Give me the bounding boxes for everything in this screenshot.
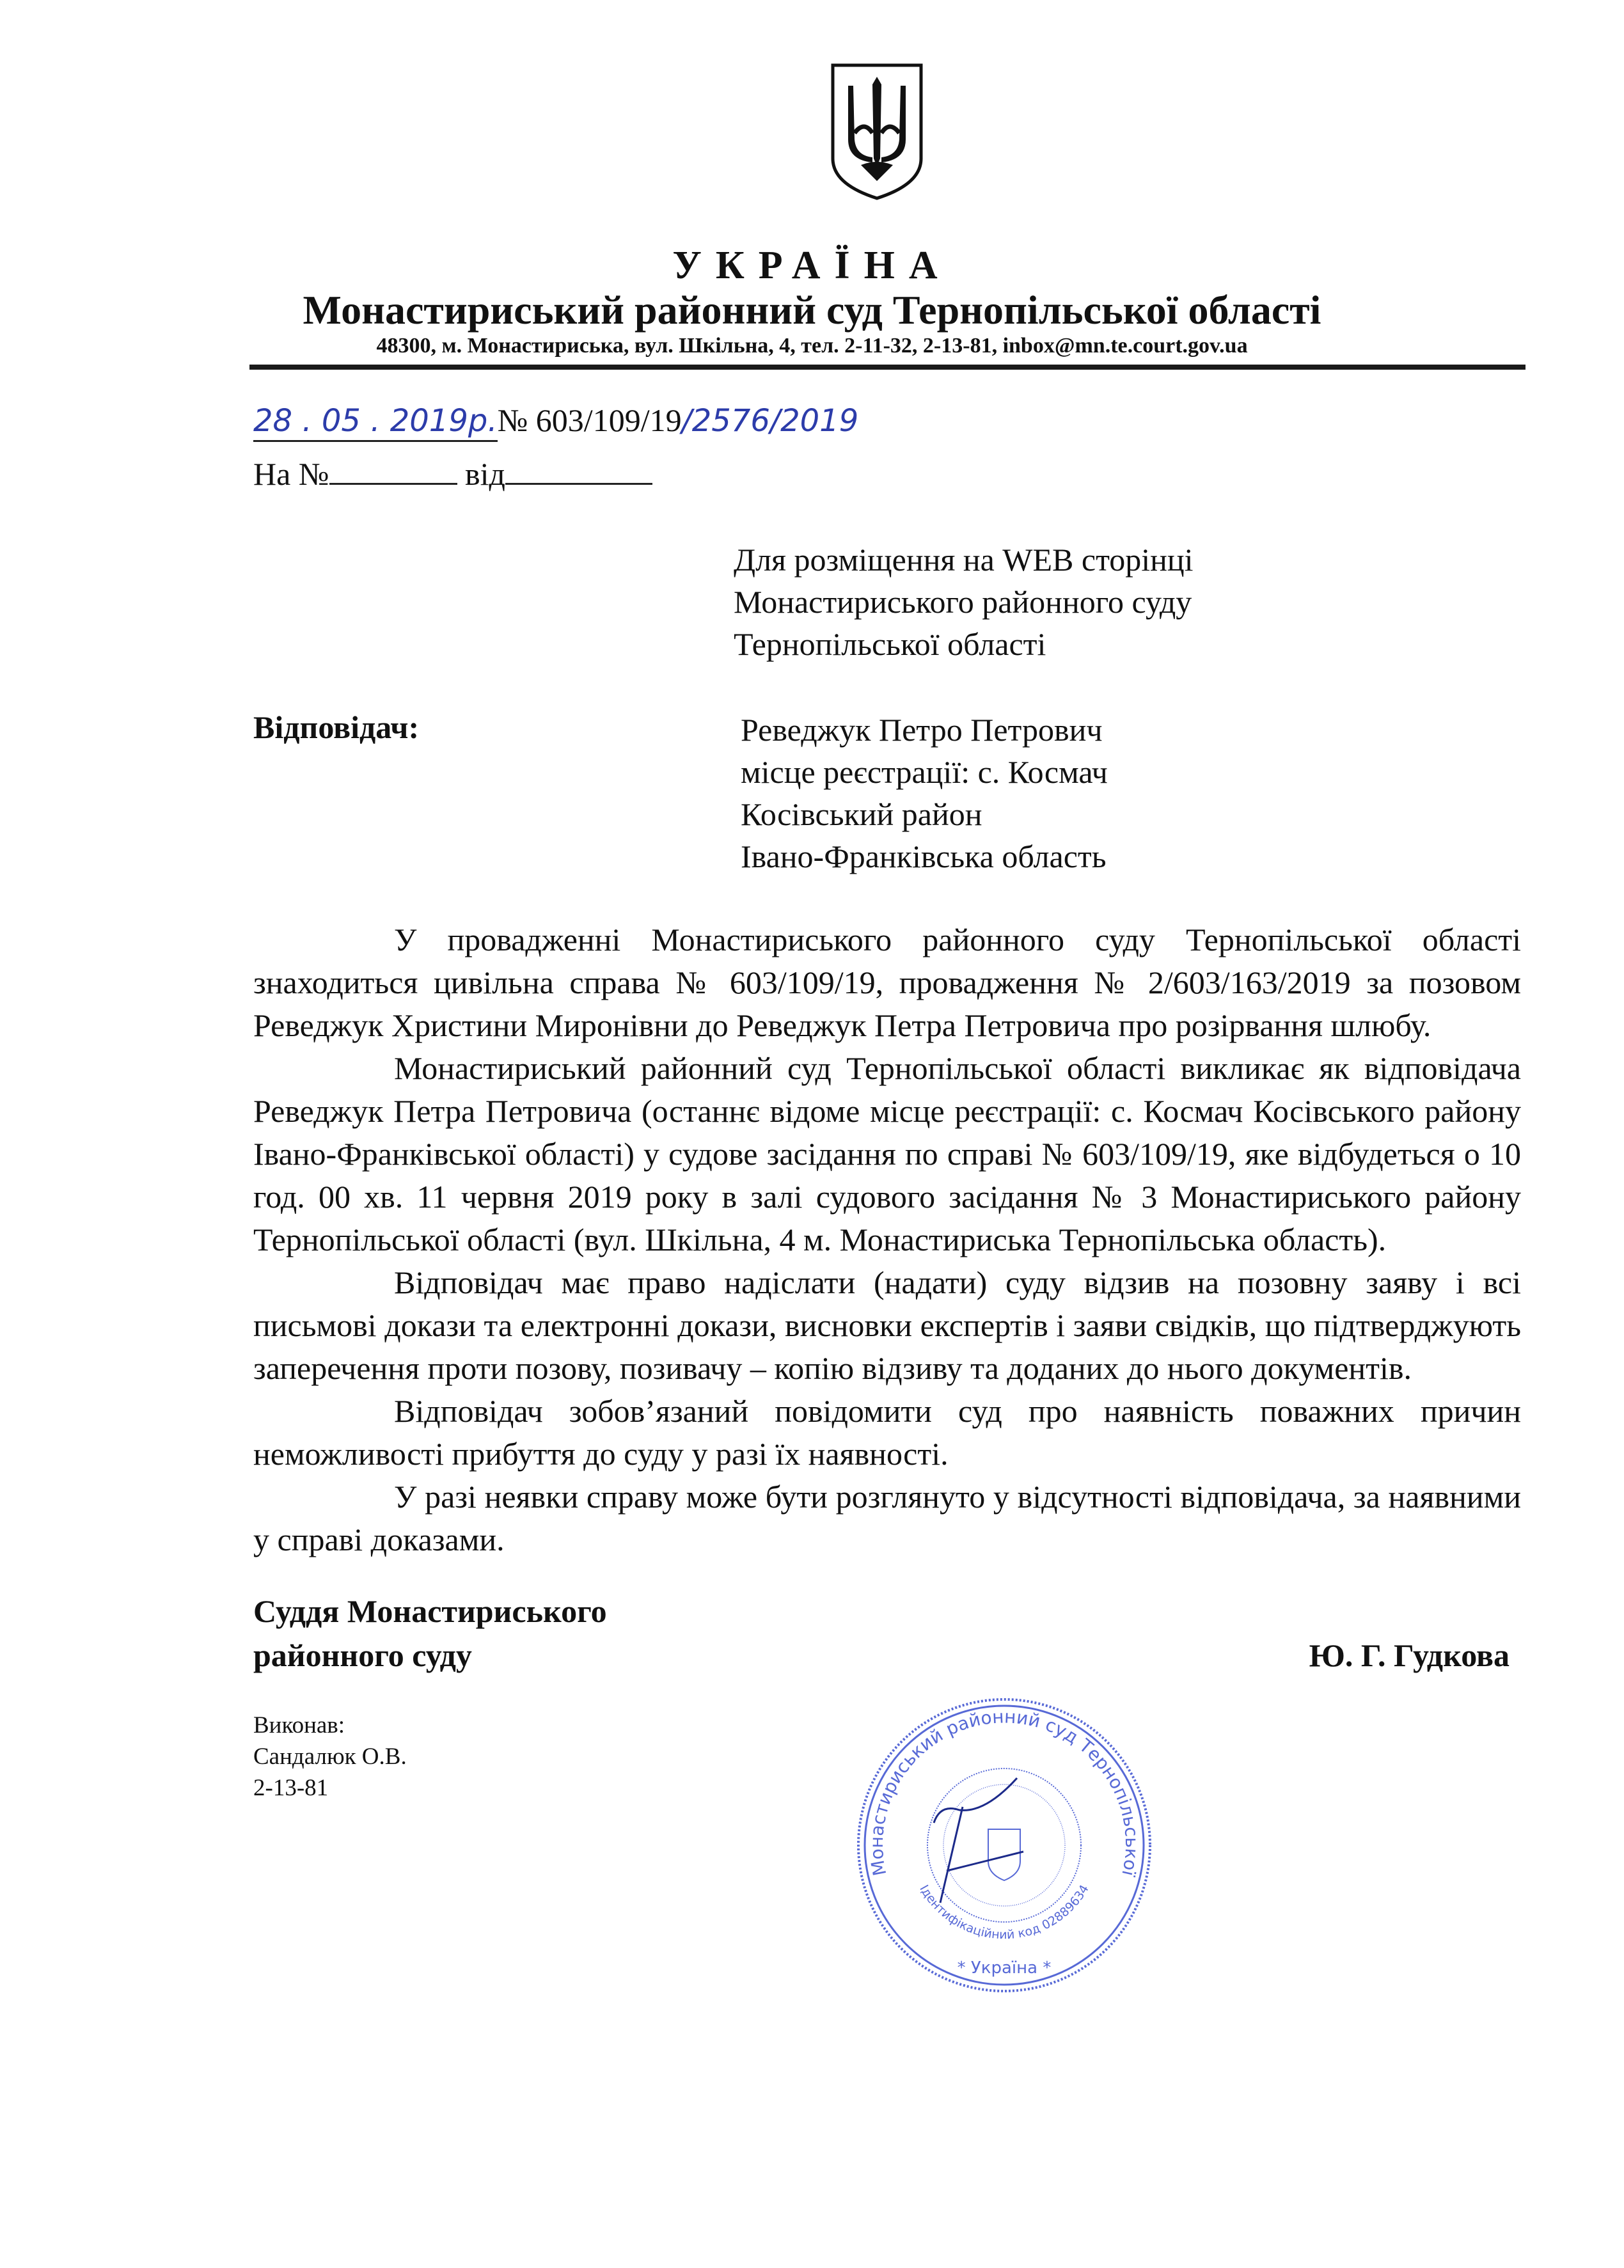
executor-phone: 2-13-81: [253, 1775, 329, 1801]
paragraph-line: причин неможливості прибуття до суду у разі їх наявності.: [253, 1393, 1522, 1472]
paragraph: [253, 1047, 1521, 1261]
paragraph: [253, 1261, 1521, 1390]
paragraph-line: до нього документів.: [1126, 1350, 1412, 1386]
judge-title: [253, 1589, 607, 1678]
executor-name: Сандалюк О.В.: [253, 1744, 407, 1770]
handwritten-date: 28 . 05 . 2019р.: [253, 403, 498, 439]
judge-name: Ю. Г. Гудкова: [1309, 1637, 1510, 1673]
paragraph-line: 2/603/163/2019 за позовом Реведжук Христини Миронівни до Реведжук Петра: [253, 965, 1521, 1043]
paragraph-line: У разі неявки справу може бути розглянуто у відсутності відповідача,: [394, 1479, 1346, 1515]
header-divider: [249, 365, 1525, 370]
court-address: 48300, м. Монастириська, вул. Шкільна, 4, тел. 2-11-32, 2-13-81, inbox@mn.te.court.gov.ua: [376, 334, 1248, 358]
respondent-line: Косівський район: [741, 796, 982, 832]
letter-body: [253, 918, 1521, 1561]
paragraph-line: У провадженні Монастириського районного суду Тернопільської: [394, 922, 1392, 957]
signature-block: [253, 1589, 1521, 1678]
respondent-line: Реведжук Петро Петрович: [741, 712, 1103, 748]
court-name: Монастириський районний суд Тернопільської області: [303, 287, 1321, 333]
paragraph-line: підтверджують заперечення проти позову, позивачу – копію відзиву та доданих: [253, 1307, 1521, 1386]
paragraph-line: судового засідання № 3 Монастириського району Тернопільської області (вул.: [253, 1179, 1522, 1257]
judge-title-line: районного суду: [253, 1637, 472, 1673]
court-seal-stamp: [851, 1692, 1158, 1999]
reply-reference: [253, 455, 652, 492]
respondent-label: Відповідач:: [253, 709, 420, 745]
printed-number: № 603/109/19: [497, 402, 682, 438]
country-heading: УКРАЇНА: [672, 244, 952, 287]
respondent-line: місце реєстрації: с. Космач: [741, 754, 1108, 790]
paragraph-line: Космач Косівського району Івано-Франківської області) у судове засідання по: [253, 1093, 1521, 1172]
paragraph-line: справі № 603/109/19, яке відбудеться о 10 год. 00 хв. 11 червня 2019 року в залі: [253, 1136, 1522, 1215]
paragraph-line: Монастириський районний суд Тернопільської області викликає як: [394, 1050, 1350, 1086]
reply-number-blank: [329, 457, 457, 485]
reply-label: На №: [253, 456, 329, 492]
respondent-line: Івано-Франківська область: [741, 839, 1107, 874]
paragraph-line: за наявними у справі доказами.: [253, 1479, 1522, 1557]
svg-text:Монастириський районний суд Те: [866, 1706, 1142, 1878]
respondent-block: [741, 709, 1108, 878]
reply-from-label: від: [465, 456, 505, 492]
reply-date-blank: [505, 457, 652, 485]
stamp-bottom-text: * Україна *: [957, 1958, 1052, 1978]
paragraph-line: всі письмові докази та електронні докази, висновки експертів і заяви свідків, що: [253, 1264, 1521, 1343]
paragraph-line: Петровича про розірвання шлюбу.: [964, 1007, 1431, 1043]
paragraph: [253, 1390, 1521, 1476]
stamp-inner-text: Ідентифікаційний код 02889634: [917, 1882, 1092, 1942]
letter-lower: [253, 918, 1521, 1804]
destination-line: Для розміщення на WEB сторінці: [734, 542, 1194, 578]
paragraph-line: Відповідач має право надіслати (надати) суду відзив на позовну заяву і: [394, 1264, 1465, 1300]
destination-line: Монастириського районного суду: [734, 584, 1192, 620]
paragraph-line: області знаходиться цивільна справа № 603/109/19, провадження №: [253, 922, 1522, 1000]
destination-line: Тернопільської області: [734, 626, 1046, 662]
stamp-outer-text: Монастириський районний суд Тернопільської: [865, 1706, 1143, 1878]
paragraph-line: Відповідач зобов’язаний повідомити суд про наявність поважних: [394, 1393, 1394, 1429]
paragraph: [253, 1476, 1521, 1561]
destination-block: [734, 539, 1194, 665]
paragraph-line: Шкільна, 4 м. Монастириська Тернопільська область).: [645, 1222, 1387, 1257]
ukraine-trident-icon: [829, 63, 925, 201]
judge-title-line: Суддя Монастириського: [253, 1593, 607, 1629]
outgoing-number: [253, 402, 858, 442]
judge-signature: [934, 1778, 1023, 1903]
paragraph-line: відповідача Реведжук Петра Петровича (останнє відоме місце реєстрації: с.: [253, 1050, 1521, 1129]
executor-label: Виконав:: [253, 1712, 345, 1738]
paragraph: [253, 918, 1521, 1047]
handwritten-number: /2576/2019: [681, 403, 859, 439]
